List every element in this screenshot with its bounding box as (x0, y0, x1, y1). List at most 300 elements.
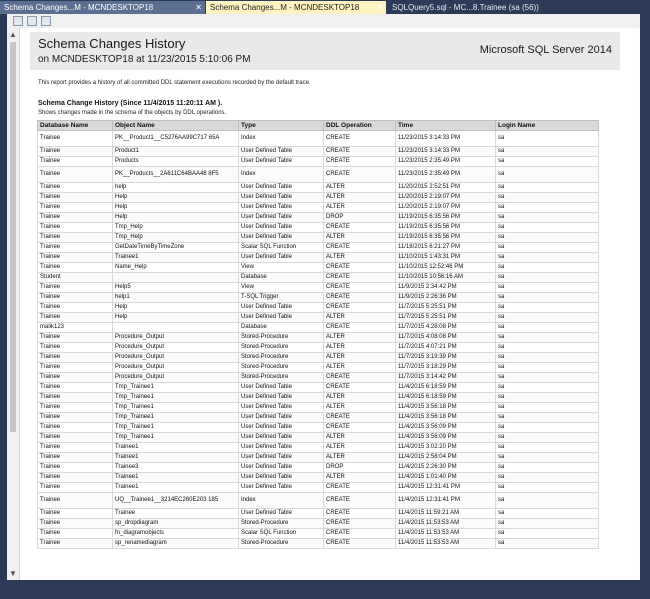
table-cell: Stored-Procedure (239, 519, 324, 529)
table-cell: CREATE (324, 483, 396, 493)
table-cell: help1 (113, 293, 239, 303)
table-cell: Stored-Procedure (239, 373, 324, 383)
table-cell: User Defined Table (239, 383, 324, 393)
table-cell: 11/18/2015 6:21:27 PM (396, 243, 496, 253)
table-row (38, 203, 599, 213)
table-cell: sa (496, 233, 599, 243)
table-cell: Help (113, 193, 239, 203)
export-icon[interactable] (41, 16, 51, 26)
table-cell: sa (496, 393, 599, 403)
table-cell: Trainee (38, 529, 113, 539)
table-cell: sa (496, 223, 599, 233)
table-row (38, 183, 599, 193)
table-cell: Procedure_Output (113, 363, 239, 373)
table-cell: Database (239, 323, 324, 333)
table-cell: Index (239, 493, 324, 509)
tab-label: SQLQuery5.sql - MC...8.Trainee (sa (56)) (392, 3, 539, 12)
table-cell: ALTER (324, 233, 396, 243)
table-cell: Trainee (38, 263, 113, 273)
table-cell: CREATE (324, 323, 396, 333)
table-cell: sa (496, 529, 599, 539)
table-cell: CREATE (324, 509, 396, 519)
table-cell: sa (496, 273, 599, 283)
table-cell: 11/10/2015 10:56:16 AM (396, 273, 496, 283)
table-cell: ALTER (324, 343, 396, 353)
table-row (38, 383, 599, 393)
table-row (38, 363, 599, 373)
table-row (38, 403, 599, 413)
table-cell: Trainee (38, 131, 113, 147)
table-cell: Trainee (38, 213, 113, 223)
table-cell: Trainee (38, 453, 113, 463)
report-title: Schema Changes History (38, 36, 186, 51)
table-cell: Trainee1 (113, 443, 239, 453)
refresh-icon[interactable] (27, 16, 37, 26)
table-cell: 11/4/2015 12:31:41 PM (396, 493, 496, 509)
right-window-border (640, 14, 650, 599)
table-cell: 11/4/2015 6:18:59 PM (396, 383, 496, 393)
table-cell: Tmp_Trainee1 (113, 383, 239, 393)
column-header: Time (396, 121, 496, 131)
table-cell: Help (113, 203, 239, 213)
table-cell: Trainee3 (113, 463, 239, 473)
table-cell: Trainee (38, 253, 113, 263)
table-cell: CREATE (324, 273, 396, 283)
table-cell: Stored-Procedure (239, 539, 324, 549)
tab-sqlquery5[interactable] (388, 1, 568, 14)
table-cell: User Defined Table (239, 443, 324, 453)
table-cell: fn_diagramobjects (113, 529, 239, 539)
table-cell: User Defined Table (239, 483, 324, 493)
table-cell: Help (113, 313, 239, 323)
bottom-window-border (0, 580, 650, 599)
schema-changes-table (37, 120, 599, 549)
table-cell: Procedure_Output (113, 373, 239, 383)
table-cell: 11/4/2015 2:58:04 PM (396, 453, 496, 463)
scroll-up-icon[interactable]: ▲ (9, 30, 17, 39)
table-cell: User Defined Table (239, 233, 324, 243)
table-cell: User Defined Table (239, 213, 324, 223)
table-cell: User Defined Table (239, 193, 324, 203)
table-cell: CREATE (324, 423, 396, 433)
report-header (30, 32, 620, 70)
column-header: Database Name (38, 121, 113, 131)
table-cell: Trainee (38, 193, 113, 203)
table-cell: CREATE (324, 493, 396, 509)
table-cell: Stored-Procedure (239, 353, 324, 363)
table-body (38, 131, 599, 549)
table-cell: Products (113, 157, 239, 167)
table-cell: sa (496, 383, 599, 393)
table-cell: sp_dropdiagram (113, 519, 239, 529)
table-cell: sa (496, 183, 599, 193)
table-row (38, 393, 599, 403)
table-cell: Trainee (38, 243, 113, 253)
table-cell: 11/4/2015 11:53:53 AM (396, 529, 496, 539)
table-cell: sa (496, 263, 599, 273)
table-cell: Scalar SQL Function (239, 529, 324, 539)
table-cell: sa (496, 473, 599, 483)
table-row (38, 253, 599, 263)
table-cell: 11/9/2015 2:34:42 PM (396, 283, 496, 293)
table-cell: 11/4/2015 6:18:59 PM (396, 393, 496, 403)
table-cell: sa (496, 131, 599, 147)
table-cell: 11/4/2015 11:59:21 AM (396, 509, 496, 519)
left-window-border (0, 14, 7, 599)
table-cell: 11/7/2015 3:14:42 PM (396, 373, 496, 383)
table-cell: 11/7/2015 3:18:29 PM (396, 363, 496, 373)
table-cell: User Defined Table (239, 509, 324, 519)
scroll-down-icon[interactable]: ▼ (9, 569, 17, 578)
table-cell: Index (239, 131, 324, 147)
table-cell: User Defined Table (239, 463, 324, 473)
table-cell: User Defined Table (239, 203, 324, 213)
table-cell: User Defined Table (239, 157, 324, 167)
table-cell: ALTER (324, 253, 396, 263)
table-cell: Trainee1 (113, 483, 239, 493)
table-cell: ALTER (324, 363, 396, 373)
table-cell: Tmp_Help (113, 223, 239, 233)
table-cell: CREATE (324, 519, 396, 529)
table-cell: View (239, 283, 324, 293)
table-cell: Stored-Procedure (239, 343, 324, 353)
table-cell: Trainee (38, 393, 113, 403)
table-cell: Trainee (38, 539, 113, 549)
table-cell: 11/7/2015 5:25:51 PM (396, 303, 496, 313)
table-cell: Student (38, 273, 113, 283)
table-cell: sa (496, 519, 599, 529)
table-cell: Procedure_Output (113, 333, 239, 343)
table-cell: sa (496, 373, 599, 383)
table-cell: User Defined Table (239, 423, 324, 433)
column-header: DDL Operation (324, 121, 396, 131)
report-toolbar (7, 14, 640, 29)
table-row (38, 131, 599, 147)
table-cell: ALTER (324, 203, 396, 213)
table-cell: 11/4/2015 11:53:53 AM (396, 539, 496, 549)
table-row (38, 433, 599, 443)
table-cell: sa (496, 463, 599, 473)
table-cell: ALTER (324, 473, 396, 483)
table-cell: Help (113, 303, 239, 313)
tab-label: Schema Changes...M - MCNDESKTOP18 (4, 3, 154, 12)
table-row (38, 243, 599, 253)
table-cell: Trainee (38, 509, 113, 519)
table-cell: Trainee (38, 233, 113, 243)
table-cell: ALTER (324, 183, 396, 193)
table-cell: Trainee (38, 433, 113, 443)
table-cell: Trainee (38, 443, 113, 453)
table-cell: Name_Help (113, 263, 239, 273)
table-cell: sp_renamediagram (113, 539, 239, 549)
table-row (38, 539, 599, 549)
table-cell: 11/23/2015 3:14:33 PM (396, 131, 496, 147)
table-row (38, 529, 599, 539)
table-cell: Procedure_Output (113, 353, 239, 363)
section-subtitle: Shows changes made in the schema of the objects by DDL operations. (38, 110, 227, 116)
table-row (38, 147, 599, 157)
table-cell: User Defined Table (239, 413, 324, 423)
table-cell: Tmp_Help (113, 233, 239, 243)
table-cell: User Defined Table (239, 223, 324, 233)
column-header: Type (239, 121, 324, 131)
report-viewer (20, 28, 640, 580)
table-cell: Help5 (113, 283, 239, 293)
table-row (38, 213, 599, 223)
table-row (38, 303, 599, 313)
table-cell: 11/4/2015 3:56:18 PM (396, 403, 496, 413)
table-cell: Scalar SQL Function (239, 243, 324, 253)
table-cell: User Defined Table (239, 433, 324, 443)
table-row (38, 313, 599, 323)
table-cell: Tmp_Trainee1 (113, 433, 239, 443)
table-cell: sa (496, 243, 599, 253)
table-row (38, 443, 599, 453)
report-subtitle: on MCNDESKTOP18 at 11/23/2015 5:10:06 PM (38, 54, 251, 65)
table-row (38, 463, 599, 473)
table-cell: ALTER (324, 313, 396, 323)
table-cell: CREATE (324, 243, 396, 253)
table-cell: sa (496, 303, 599, 313)
table-cell: 11/4/2015 2:26:30 PM (396, 463, 496, 473)
table-cell: sa (496, 413, 599, 423)
table-cell: CREATE (324, 529, 396, 539)
table-row (38, 157, 599, 167)
table-cell: 11/4/2015 3:02:20 PM (396, 443, 496, 453)
table-cell: Tmp_Trainee1 (113, 423, 239, 433)
table-cell: Trainee (38, 483, 113, 493)
table-cell: 11/20/2015 2:19:07 PM (396, 203, 496, 213)
table-cell: CREATE (324, 413, 396, 423)
table-row (38, 423, 599, 433)
table-cell: PK__Products__2A611C64BAA48 8F5 (113, 167, 239, 183)
table-cell: GetDateTimeByTimeZone (113, 243, 239, 253)
table-cell: Trainee (38, 423, 113, 433)
scroll-thumb[interactable] (10, 42, 16, 432)
table-cell: User Defined Table (239, 403, 324, 413)
table-cell: sa (496, 443, 599, 453)
report-description: This report provides a history of all committed DDL statement executions recorded by the default trace. (38, 80, 311, 86)
table-cell: ALTER (324, 453, 396, 463)
table-cell: Trainee (38, 283, 113, 293)
table-header-row (38, 121, 599, 131)
table-row (38, 293, 599, 303)
table-cell: User Defined Table (239, 183, 324, 193)
table-cell: User Defined Table (239, 253, 324, 263)
table-cell: ALTER (324, 393, 396, 403)
table-cell: PK__Product1__C5276AA99C717 65A (113, 131, 239, 147)
table-cell: CREATE (324, 383, 396, 393)
table-cell: UQ__Trainee1__3214EC260E203 185 (113, 493, 239, 509)
table-cell: malik123 (38, 323, 113, 333)
table-row (38, 343, 599, 353)
table-cell: sa (496, 433, 599, 443)
table-cell: Trainee (38, 223, 113, 233)
table-cell: Trainee (38, 473, 113, 483)
table-row (38, 373, 599, 383)
table-cell: 11/23/2015 3:14:33 PM (396, 147, 496, 157)
tab-label: Schema Changes...M - MCNDESKTOP18 (210, 3, 360, 12)
table-cell: CREATE (324, 147, 396, 157)
table-cell: 11/7/2015 5:25:51 PM (396, 313, 496, 323)
table-cell: User Defined Table (239, 313, 324, 323)
table-cell: Trainee (38, 363, 113, 373)
table-cell: ALTER (324, 353, 396, 363)
table-cell: Trainee (38, 303, 113, 313)
table-cell: 11/4/2015 3:56:18 PM (396, 413, 496, 423)
table-cell: Stored-Procedure (239, 363, 324, 373)
table-cell: sa (496, 323, 599, 333)
table-row (38, 509, 599, 519)
table-cell: Trainee (38, 493, 113, 509)
table-cell: 11/19/2015 6:35:56 PM (396, 223, 496, 233)
table-cell: T-SQL Trigger (239, 293, 324, 303)
table-row (38, 167, 599, 183)
table-cell: Trainee (38, 203, 113, 213)
table-cell: Trainee (38, 313, 113, 323)
table-cell: CREATE (324, 283, 396, 293)
table-row (38, 519, 599, 529)
table-row (38, 453, 599, 463)
table-cell: CREATE (324, 131, 396, 147)
table-cell: Trainee (38, 333, 113, 343)
table-cell: sa (496, 353, 599, 363)
table-cell: CREATE (324, 539, 396, 549)
table-cell: CREATE (324, 263, 396, 273)
table-cell: CREATE (324, 223, 396, 233)
table-cell: 11/23/2015 2:35:49 PM (396, 167, 496, 183)
table-cell: User Defined Table (239, 393, 324, 403)
table-row (38, 193, 599, 203)
tab-schema-changes-2[interactable] (206, 1, 386, 14)
section-title: Schema Change History (Since 11/4/2015 11:20:11 AM ). (38, 100, 223, 107)
table-cell: 11/20/2015 2:19:07 PM (396, 193, 496, 203)
table-cell: sa (496, 363, 599, 373)
table-row (38, 483, 599, 493)
table-cell: 11/10/2015 1:43:31 PM (396, 253, 496, 263)
column-header: Object Name (113, 121, 239, 131)
table-cell: View (239, 263, 324, 273)
table-row (38, 223, 599, 233)
table-cell: 11/7/2015 4:08:08 PM (396, 333, 496, 343)
table-cell: User Defined Table (239, 147, 324, 157)
table-cell: 11/4/2015 11:53:53 AM (396, 519, 496, 529)
table-cell: User Defined Table (239, 453, 324, 463)
table-cell: Trainee1 (113, 473, 239, 483)
table-cell: sa (496, 333, 599, 343)
table-cell: User Defined Table (239, 303, 324, 313)
table-cell: Trainee (38, 383, 113, 393)
table-cell: Trainee (38, 463, 113, 473)
table-cell: Help (113, 213, 239, 223)
table-cell: sa (496, 167, 599, 183)
close-icon[interactable]: ✕ (376, 3, 383, 12)
table-cell: ALTER (324, 333, 396, 343)
table-row (38, 273, 599, 283)
table-cell: 11/4/2015 1:01:40 PM (396, 473, 496, 483)
tab-schema-changes-1[interactable] (0, 1, 205, 14)
table-cell: sa (496, 157, 599, 167)
table-cell: Trainee (38, 519, 113, 529)
table-cell: Stored-Procedure (239, 333, 324, 343)
table-cell: Tmp_Trainee1 (113, 393, 239, 403)
table-cell: 11/19/2015 6:35:56 PM (396, 213, 496, 223)
table-cell: Database (239, 273, 324, 283)
table-cell: 11/20/2015 2:52:51 PM (396, 183, 496, 193)
table-cell: Trainee (38, 293, 113, 303)
table-cell: sa (496, 483, 599, 493)
table-cell: CREATE (324, 373, 396, 383)
table-cell: sa (496, 423, 599, 433)
table-row (38, 493, 599, 509)
close-icon[interactable]: ✕ (195, 3, 202, 12)
table-row (38, 263, 599, 273)
table-cell: DROP (324, 463, 396, 473)
table-cell: sa (496, 313, 599, 323)
table-cell: sa (496, 293, 599, 303)
table-row (38, 473, 599, 483)
table-cell: 11/9/2015 2:26:36 PM (396, 293, 496, 303)
column-header: Login Name (496, 121, 599, 131)
print-icon[interactable] (13, 16, 23, 26)
table-cell: ALTER (324, 433, 396, 443)
table-cell: sa (496, 539, 599, 549)
table-cell: Trainee1 (113, 253, 239, 263)
table-cell: ALTER (324, 443, 396, 453)
table-cell: Product1 (113, 147, 239, 157)
table-cell: Trainee (113, 509, 239, 519)
table-cell: Trainee (38, 147, 113, 157)
table-cell: sa (496, 403, 599, 413)
table-cell: sa (496, 509, 599, 519)
table-cell: Trainee (38, 353, 113, 363)
document-tab-strip (0, 0, 650, 14)
table-cell: sa (496, 343, 599, 353)
table-cell: Trainee (38, 343, 113, 353)
table-cell (113, 323, 239, 333)
table-cell: CREATE (324, 157, 396, 167)
table-row (38, 333, 599, 343)
table-cell: Tmp_Trainee1 (113, 403, 239, 413)
table-row (38, 233, 599, 243)
table-cell: Trainee (38, 403, 113, 413)
table-cell: CREATE (324, 167, 396, 183)
table-cell: 11/19/2015 6:35:56 PM (396, 233, 496, 243)
table-row (38, 323, 599, 333)
table-cell: Trainee1 (113, 453, 239, 463)
table-cell: CREATE (324, 293, 396, 303)
table-cell: 11/4/2015 3:56:09 PM (396, 433, 496, 443)
vertical-scrollbar[interactable] (7, 28, 20, 580)
table-cell: sa (496, 193, 599, 203)
table-cell: Trainee (38, 167, 113, 183)
table-cell: sa (496, 283, 599, 293)
table-cell: Tmp_Trainee1 (113, 413, 239, 423)
table-cell (113, 273, 239, 283)
table-cell: 11/7/2015 4:07:21 PM (396, 343, 496, 353)
table-cell: Trainee (38, 157, 113, 167)
table-row (38, 353, 599, 363)
table-cell: help (113, 183, 239, 193)
table-row (38, 413, 599, 423)
table-cell: User Defined Table (239, 473, 324, 483)
table-cell: Trainee (38, 373, 113, 383)
table-cell: 11/7/2015 3:19:39 PM (396, 353, 496, 363)
table-cell: Trainee (38, 413, 113, 423)
brand-label: Microsoft SQL Server 2014 (479, 44, 612, 56)
table-cell: sa (496, 213, 599, 223)
table-cell: DROP (324, 213, 396, 223)
